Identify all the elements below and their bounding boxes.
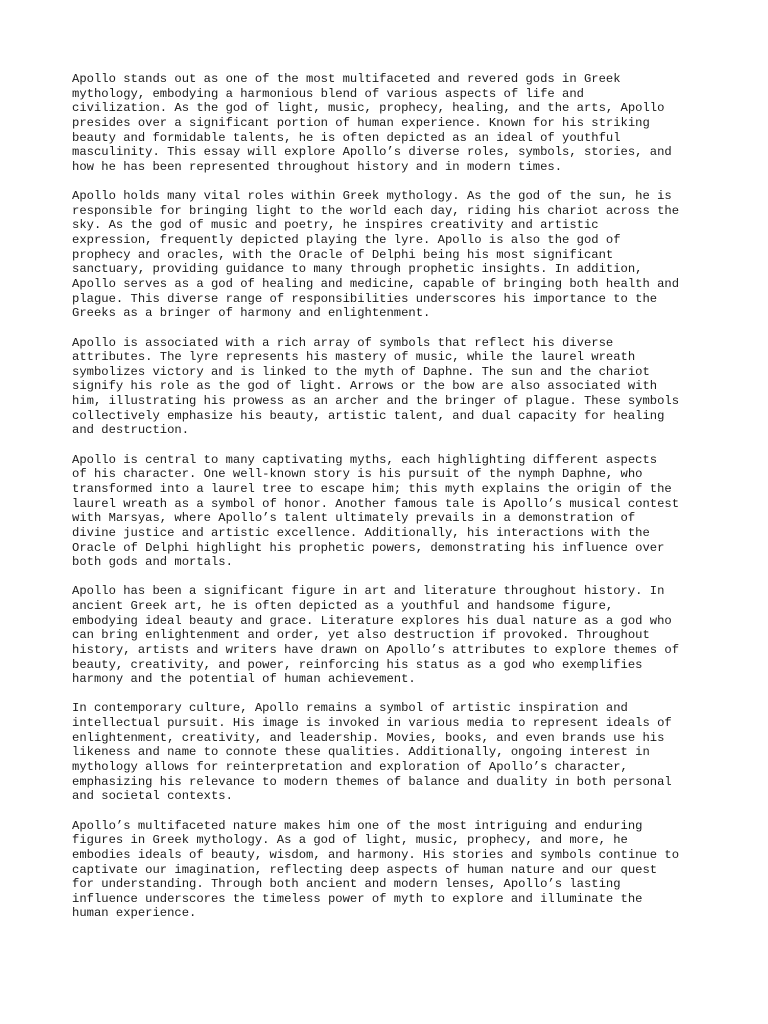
paragraph-contemporary: In contemporary culture, Apollo remains a symbol of artistic inspiration and intellectual pursuit. His image is invoked in various media to represent ideals of enlightenment, creativity, and leadership. Movies, books, and even brands use his likeness and name to connote these qualities. Additionally, ongoing interest in mythology allows for reinterpretation and exploration of Apollo’s character, emphasizing his relevance to modern themes of balance and duality in both personal and societal contexts. — [72, 701, 672, 804]
paragraph-symbols: Apollo is associated with a rich array of symbols that reflect his diverse attributes. The lyre represents his mastery of music, while the laurel wreath symbolizes victory and is linked to the myth of Daphne. The sun and the chariot signify his role as the god of light. Arrows or the bow are also associated with him, illustrating his prowess as an archer and the bringer of plague. These symbols collectively emphasize his beauty, artistic talent, and dual capacity for healing and destruction. — [72, 335, 680, 438]
paragraph-roles: Apollo holds many vital roles within Greek mythology. As the god of the sun, he is responsible for bringing light to the world each day, riding his chariot across the sky. As the god of music and poetry, he inspires creativity and artistic expression, frequently depicted playing the lyre. Apollo is also the god of prophecy and oracles, with the Oracle of Delphi being his most significant sanctuary, providing guidance to many through prophetic insights. In addition, Apollo serves as a god of healing and medicine, capable of bringing both health and plague. This diverse range of responsibilities underscores his importance to the Greeks as a bringer of harmony and enlightenment. — [72, 189, 680, 321]
paragraph-introduction: Apollo stands out as one of the most multifaceted and revered gods in Greek mythology, embodying a harmonious blend of various aspects of life and civilization. As the god of light, music, prophecy, healing, and the arts, Apollo presides over a significant portion of human experience. Known for his striking beauty and formidable talents, he is often depicted as an ideal of youthful masculinity. This essay will explore Apollo’s diverse roles, symbols, stories, and how he has been represented throughout history and in modern times. — [72, 72, 672, 174]
document-page — [72, 72, 712, 936]
paragraph-conclusion: Apollo’s multifaceted nature makes him one of the most intriguing and enduring figures in Greek mythology. As a god of light, music, prophecy, and more, he embodies ideals of beauty, wisdom, and harmony. His stories and symbols continue to captivate our imagination, reflecting deep aspects of human nature and our quest for understanding. Through both ancient and modern lenses, Apollo’s lasting influence underscores the timeless power of myth to explore and illuminate the human experience. — [72, 818, 680, 921]
paragraph-art-literature: Apollo has been a significant figure in art and literature throughout history. In ancient Greek art, he is often depicted as a youthful and handsome figure, embodying ideal beauty and grace. Literature explores his dual nature as a god who can bring enlightenment and order, yet also destruction if provoked. Throughout history, artists and writers have drawn on Apollo’s attributes to explore themes of beauty, creativity, and power, reinforcing his status as a god who exemplifies harmony and the potential of human achievement. — [72, 584, 680, 687]
paragraph-myths: Apollo is central to many captivating myths, each highlighting different aspects of his character. One well-known story is his pursuit of the nymph Daphne, who transformed into a laurel tree to escape him; this myth explains the origin of the laurel wreath as a symbol of honor. Another famous tale is Apollo’s musical contest with Marsyas, where Apollo’s talent ultimately prevails in a demonstration of divine justice and artistic excellence. Additionally, his interactions with the Oracle of Delphi highlight his prophetic powers, demonstrating his influence over both gods and mortals. — [72, 452, 680, 570]
